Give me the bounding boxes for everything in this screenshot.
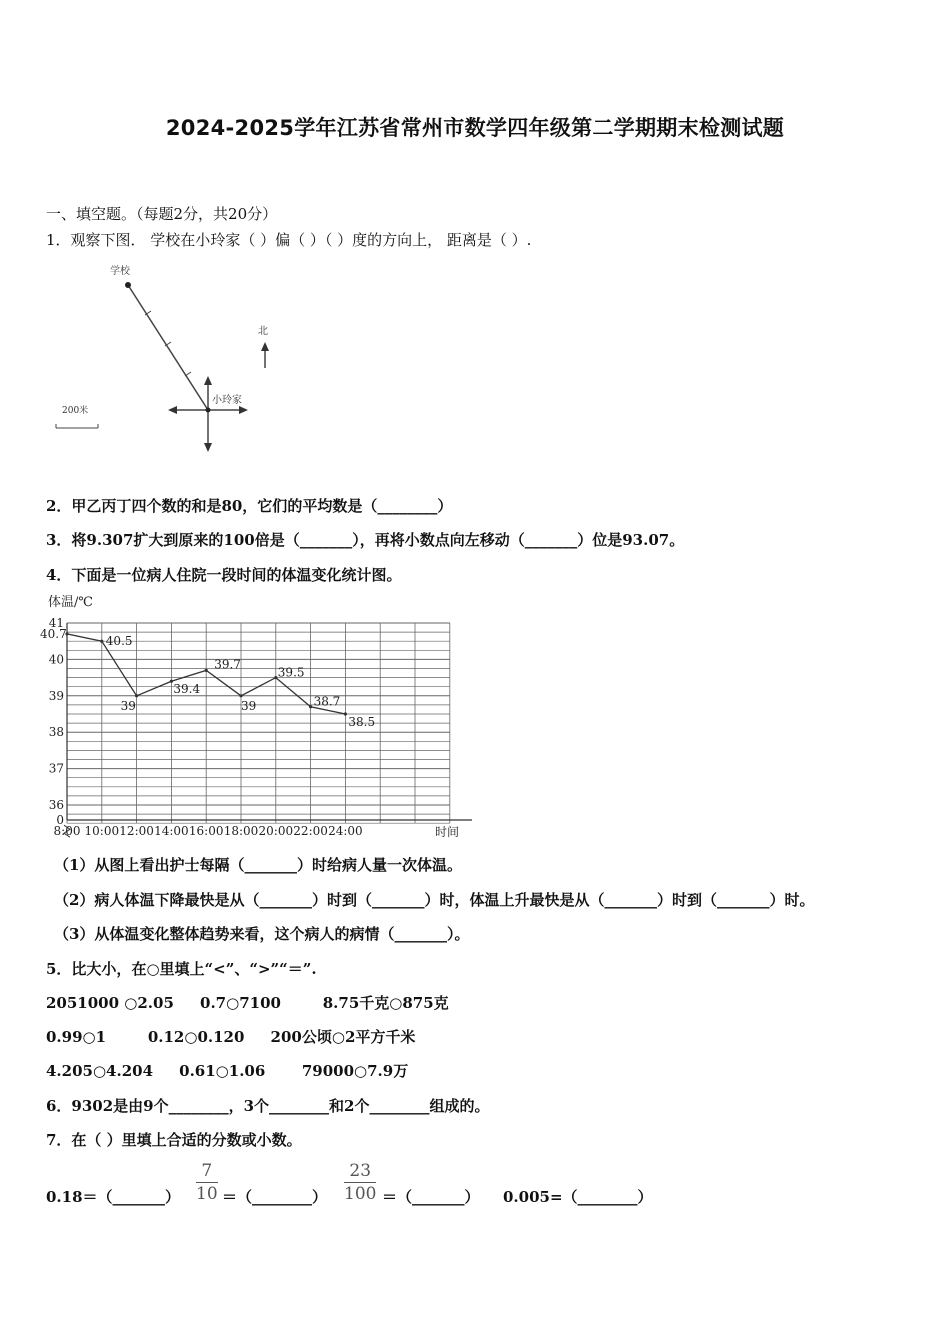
data-label: 38.7 (313, 694, 341, 709)
question-7: 7．在（ ）里填上合适的分数或小数。 (46, 1131, 302, 1149)
fraction-denominator: 100 (344, 1184, 377, 1204)
x-tick-label: 10:00 (84, 824, 120, 838)
fraction-numerator: 7 (196, 1160, 218, 1183)
y-tick-label: 39 (48, 688, 64, 703)
fraction-numerator: 23 (344, 1160, 376, 1183)
x-tick-label: 12:00 (119, 824, 154, 838)
question-7-d: 0.005=（________） (503, 1188, 653, 1206)
question-5: 5．比大小，在○里填上“<”、“>”“＝”. (46, 960, 317, 978)
fraction-denominator: 10 (196, 1184, 218, 1204)
fraction-7-10 (196, 1160, 218, 1205)
question-5-row-1: 2051000 ○2.05 0.7○7100 8.75千克○875克 (46, 994, 449, 1012)
y-tick-label: 40 (48, 652, 64, 667)
question-4-1: （1）从图上看出护士每隔（_______）时给病人量一次体温。 (54, 856, 462, 874)
school-dot (125, 282, 131, 288)
x-tick-label: 22:00 (293, 824, 328, 838)
x-tick-label: 24:00 (328, 824, 363, 838)
x-tick-label: 8:00 (53, 824, 81, 838)
temperature-chart (40, 590, 490, 846)
question-5-row-2: 0.99○1 0.12○0.120 200公顷○2平方千米 (46, 1028, 416, 1046)
route-line (128, 285, 208, 410)
x-tick-label: 16:00 (188, 824, 224, 838)
direction-map (40, 258, 300, 458)
data-point (135, 694, 138, 697)
question-1: 1．观察下图． 学校在小玲家（ ）偏（ ）（ ）度的方向上， 距离是（ ）. (46, 231, 532, 249)
data-label: 39.7 (214, 657, 241, 672)
question-4: 4．下面是一位病人住院一段时间的体温变化统计图。 (46, 566, 402, 584)
data-label: 39.4 (173, 682, 201, 697)
data-point (344, 712, 347, 715)
question-3: 3．将9.307扩大到原来的100倍是（_______），再将小数点向左移动（_______）位是93.07。 (46, 531, 685, 549)
question-2: 2．甲乙丙丁四个数的和是80，它们的平均数是（________） (46, 497, 453, 515)
y-tick-label: 0 (56, 813, 64, 827)
data-label: 39.5 (277, 665, 305, 680)
fraction-23-100 (344, 1160, 376, 1205)
data-label: 39 (120, 698, 136, 713)
question-5-row-3: 4.205○4.204 0.61○1.06 79000○7.9万 (46, 1062, 409, 1080)
scale-label: 200米 (62, 406, 89, 416)
section-heading: 一、填空题。（每题2分，共20分） (46, 205, 278, 223)
x-tick-label: 18:00 (223, 824, 259, 838)
y-tick-label: 36 (48, 798, 64, 812)
data-point (309, 705, 312, 708)
data-point (100, 640, 103, 643)
question-4-3: （3）从体温变化整体趋势来看，这个病人的病情（_______）。 (54, 925, 470, 943)
x-tick-label: 14:00 (154, 824, 189, 838)
home-label: 小玲家 (212, 395, 242, 406)
north-label: 北 (258, 326, 268, 337)
data-label: 40.5 (105, 634, 133, 649)
y-tick-label: 38 (48, 725, 64, 740)
y-tick-label: 41 (48, 616, 64, 630)
school-label: 学校 (110, 266, 130, 277)
data-label: 38.5 (348, 715, 376, 729)
question-7-c: ＝（_______） (382, 1188, 480, 1206)
x-tick-label: 20:00 (258, 824, 294, 838)
data-point (239, 694, 242, 697)
data-label: 40.7 (40, 626, 67, 641)
north-arrow-head (261, 342, 269, 351)
question-6: 6．9302是由9个________，3个________和2个________组成的。 (46, 1097, 490, 1115)
data-label: 39 (241, 698, 257, 713)
data-point (205, 669, 208, 672)
page-title: 2024-2025学年江苏省常州市数学四年级第二学期期末检测试题 (165, 116, 785, 140)
question-4-2: （2）病人体温下降最快是从（_______）时到（_______）时，体温上升最快是从（_______）时到（_______）时。 (54, 891, 815, 909)
question-7-b: ＝（________） (222, 1188, 328, 1206)
chart-ylabel: 体温/℃ (48, 595, 93, 610)
question-7-a: 0.18＝（_______） (46, 1188, 181, 1206)
chart-xlabel: 时间 (435, 825, 460, 839)
y-tick-label: 37 (48, 761, 64, 776)
